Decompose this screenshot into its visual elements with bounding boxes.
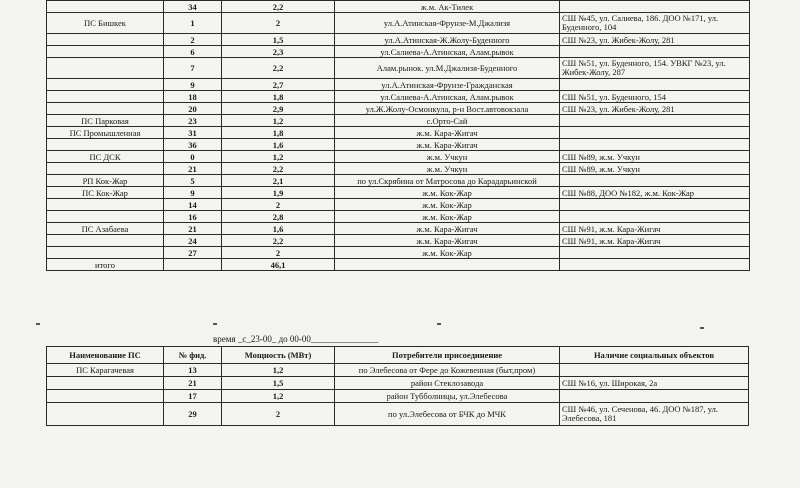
power-cell: 2: [222, 13, 335, 34]
consumer-cell: ж.м. Учкун: [335, 151, 560, 163]
table-row: [47, 13, 750, 34]
consumer-cell: по Элебесова от Фере до Кожевенная (быт,пром): [335, 364, 560, 377]
header-power: Мощность (МВт): [222, 347, 335, 364]
power-cell: 46,1: [222, 259, 335, 271]
table-row: [47, 79, 750, 91]
table-row: [47, 115, 750, 127]
feeders-table-continued: [46, 0, 750, 271]
feeder-number-cell: 1: [164, 13, 222, 34]
social-objects-cell: СШ №23, ул. Жибек-Жолу, 281: [560, 34, 750, 46]
consumer-cell: ул.Салиева-А.Атинская, Алам.рывок: [335, 91, 560, 103]
table-row: [47, 211, 750, 223]
power-cell: 2,2: [222, 235, 335, 247]
consumer-cell: ж.м. Кок-Жар: [335, 247, 560, 259]
social-objects-cell: [560, 46, 750, 58]
consumer-cell: Алам.рынок. ул.М.Джализя-Буденного: [335, 58, 560, 79]
table-row: [47, 390, 749, 403]
power-cell: 1,8: [222, 91, 335, 103]
time-interval-label: время _с_23-00_ до 00-00_______________: [213, 334, 379, 344]
consumer-cell: ул.Ж.Жолу-Осмонкула, р-н Вост.автовокзала: [335, 103, 560, 115]
social-objects-cell: [560, 1, 750, 13]
substation-cell: [47, 403, 164, 426]
table-row: [47, 175, 750, 187]
consumer-cell: ж.м. Кок-Жар: [335, 199, 560, 211]
consumer-cell: ж.м. Кара-Жигач: [335, 127, 560, 139]
feeder-number-cell: [164, 259, 222, 271]
consumer-cell: район Стеклозавода: [335, 377, 560, 390]
consumer-cell: ул.А.Атинская-Фрунзе-Гражданская: [335, 79, 560, 91]
substation-cell: [47, 1, 164, 13]
substation-cell: [47, 91, 164, 103]
consumer-cell: район Тубболницы, ул.Элебесова: [335, 390, 560, 403]
table-row: [47, 199, 750, 211]
social-objects-cell: СШ №51, ул. Буденного, 154. УВКГ №23, ул. Жибек-Жолу, 287: [560, 58, 750, 79]
scan-speck: [213, 323, 217, 325]
table-row: [47, 187, 750, 199]
power-cell: 1,6: [222, 139, 335, 151]
substation-cell: [47, 103, 164, 115]
power-cell: 1,6: [222, 223, 335, 235]
scan-speck: [700, 327, 704, 329]
table-row: [47, 46, 750, 58]
header-consumers: Потребители присоединение: [335, 347, 560, 364]
social-objects-cell: СШ №91, ж.м. Кара-Жигач: [560, 223, 750, 235]
power-cell: 2,2: [222, 163, 335, 175]
feeder-number-cell: 17: [164, 390, 222, 403]
power-cell: 2,2: [222, 58, 335, 79]
table-row: [47, 1, 750, 13]
power-cell: 2,3: [222, 46, 335, 58]
power-cell: 1,2: [222, 364, 335, 377]
power-cell: 1,9: [222, 187, 335, 199]
feeder-number-cell: 20: [164, 103, 222, 115]
substation-cell: ПС Парковая: [47, 115, 164, 127]
feeder-number-cell: 5: [164, 175, 222, 187]
feeder-number-cell: 16: [164, 211, 222, 223]
social-objects-cell: СШ №45, ул. Салиева, 186. ДОО №171, ул. Буденного, 104: [560, 13, 750, 34]
consumer-cell: с.Орто-Сай: [335, 115, 560, 127]
substation-cell: [47, 58, 164, 79]
power-cell: 1,2: [222, 390, 335, 403]
power-cell: 2,9: [222, 103, 335, 115]
social-objects-cell: [560, 199, 750, 211]
consumer-cell: ж.м. Кара-Жигач: [335, 223, 560, 235]
feeder-number-cell: 18: [164, 91, 222, 103]
substation-cell: [47, 139, 164, 151]
power-cell: 2: [222, 247, 335, 259]
feeders-table-time-slot: [46, 346, 749, 426]
power-cell: 2,8: [222, 211, 335, 223]
table-row: [47, 34, 750, 46]
social-objects-cell: [560, 175, 750, 187]
substation-cell: [47, 247, 164, 259]
social-objects-cell: СШ №23, ул. Жибек-Жолу, 281: [560, 103, 750, 115]
social-objects-cell: [560, 127, 750, 139]
table-row: [47, 247, 750, 259]
consumer-cell: ж.м. Кок-Жар: [335, 187, 560, 199]
table-row: [47, 151, 750, 163]
social-objects-cell: [560, 211, 750, 223]
social-objects-cell: [560, 364, 749, 377]
feeder-number-cell: 0: [164, 151, 222, 163]
social-objects-cell: СШ №88, ДОО №182, ж.м. Кок-Жар: [560, 187, 750, 199]
social-objects-cell: СШ №16, ул. Широкая, 2а: [560, 377, 749, 390]
power-cell: 1,8: [222, 127, 335, 139]
power-cell: 1,2: [222, 115, 335, 127]
feeder-number-cell: 29: [164, 403, 222, 426]
feeder-number-cell: 27: [164, 247, 222, 259]
consumer-cell: по ул.Элебесова от БЧК до МЧК: [335, 403, 560, 426]
table-row: [47, 259, 750, 271]
feeder-number-cell: 31: [164, 127, 222, 139]
feeder-number-cell: 9: [164, 79, 222, 91]
table-row: [47, 163, 750, 175]
feeder-number-cell: 21: [164, 163, 222, 175]
scan-speck: [36, 323, 40, 325]
social-objects-cell: СШ №46, ул. Сеченова, 46. ДОО №187, ул. Элебесова, 181: [560, 403, 749, 426]
consumer-cell: ж.м. Ак-Тилек: [335, 1, 560, 13]
social-objects-cell: СШ №89, ж.м. Учкун: [560, 151, 750, 163]
consumer-cell: по ул.Скрябина от Матросова до Карадарьинской: [335, 175, 560, 187]
consumer-cell: ж.м. Кок-Жар: [335, 211, 560, 223]
consumer-cell: ул.Салиева-А.Атинская, Алам.рывок: [335, 46, 560, 58]
table-row: [47, 91, 750, 103]
power-cell: 2: [222, 199, 335, 211]
scan-speck: [437, 323, 441, 325]
social-objects-cell: [560, 247, 750, 259]
table-row: [47, 377, 749, 390]
substation-cell: [47, 377, 164, 390]
social-objects-cell: [560, 115, 750, 127]
substation-cell: [47, 34, 164, 46]
feeder-number-cell: 13: [164, 364, 222, 377]
substation-cell: ПС ДСК: [47, 151, 164, 163]
power-cell: 2,7: [222, 79, 335, 91]
feeder-number-cell: 24: [164, 235, 222, 247]
social-objects-cell: [560, 139, 750, 151]
feeder-number-cell: 2: [164, 34, 222, 46]
table-row: [47, 235, 750, 247]
substation-cell: ПС Промышленная: [47, 127, 164, 139]
table-row: [47, 223, 750, 235]
feeder-number-cell: 14: [164, 199, 222, 211]
substation-cell: [47, 79, 164, 91]
substation-cell: ПС Бишкек: [47, 13, 164, 34]
table-header-row: [47, 347, 749, 364]
table-row: [47, 139, 750, 151]
substation-cell: ПС Карагачевая: [47, 364, 164, 377]
header-substation: Наименование ПС: [47, 347, 164, 364]
consumer-cell: ж.м. Кара-Жигач: [335, 139, 560, 151]
feeder-number-cell: 6: [164, 46, 222, 58]
power-cell: 2,2: [222, 1, 335, 13]
power-cell: 2,1: [222, 175, 335, 187]
power-cell: 2: [222, 403, 335, 426]
feeder-number-cell: 34: [164, 1, 222, 13]
feeder-number-cell: 21: [164, 377, 222, 390]
social-objects-cell: [560, 259, 750, 271]
feeder-number-cell: 7: [164, 58, 222, 79]
consumer-cell: [335, 259, 560, 271]
substation-cell: [47, 211, 164, 223]
substation-cell: ПС Азабаева: [47, 223, 164, 235]
header-feeder-number: № фид.: [164, 347, 222, 364]
power-cell: 1,2: [222, 151, 335, 163]
consumer-cell: ул.А.Атинская-Ж.Жолу-Буденного: [335, 34, 560, 46]
consumer-cell: ж.м. Учкун: [335, 163, 560, 175]
table-row: [47, 403, 749, 426]
feeder-number-cell: 9: [164, 187, 222, 199]
table-row: [47, 103, 750, 115]
substation-cell: ПС Кок-Жар: [47, 187, 164, 199]
feeder-number-cell: 21: [164, 223, 222, 235]
substation-cell: [47, 390, 164, 403]
feeder-number-cell: 23: [164, 115, 222, 127]
social-objects-cell: СШ №51, ул. Буденного, 154: [560, 91, 750, 103]
substation-cell: итого: [47, 259, 164, 271]
power-cell: 1,5: [222, 377, 335, 390]
substation-cell: [47, 46, 164, 58]
consumer-cell: ул.А.Атинская-Фрунзе-М.Джализя: [335, 13, 560, 34]
header-social-objects: Наличие социальных объектов: [560, 347, 749, 364]
social-objects-cell: [560, 79, 750, 91]
table-row: [47, 364, 749, 377]
social-objects-cell: СШ №89, ж.м. Учкун: [560, 163, 750, 175]
social-objects-cell: [560, 390, 749, 403]
substation-cell: РП Кок-Жар: [47, 175, 164, 187]
consumer-cell: ж.м. Кара-Жигач: [335, 235, 560, 247]
substation-cell: [47, 163, 164, 175]
table-row: [47, 127, 750, 139]
power-cell: 1,5: [222, 34, 335, 46]
substation-cell: [47, 199, 164, 211]
social-objects-cell: СШ №91, ж.м. Кара-Жигач: [560, 235, 750, 247]
feeder-number-cell: 36: [164, 139, 222, 151]
substation-cell: [47, 235, 164, 247]
table-row: [47, 58, 750, 79]
